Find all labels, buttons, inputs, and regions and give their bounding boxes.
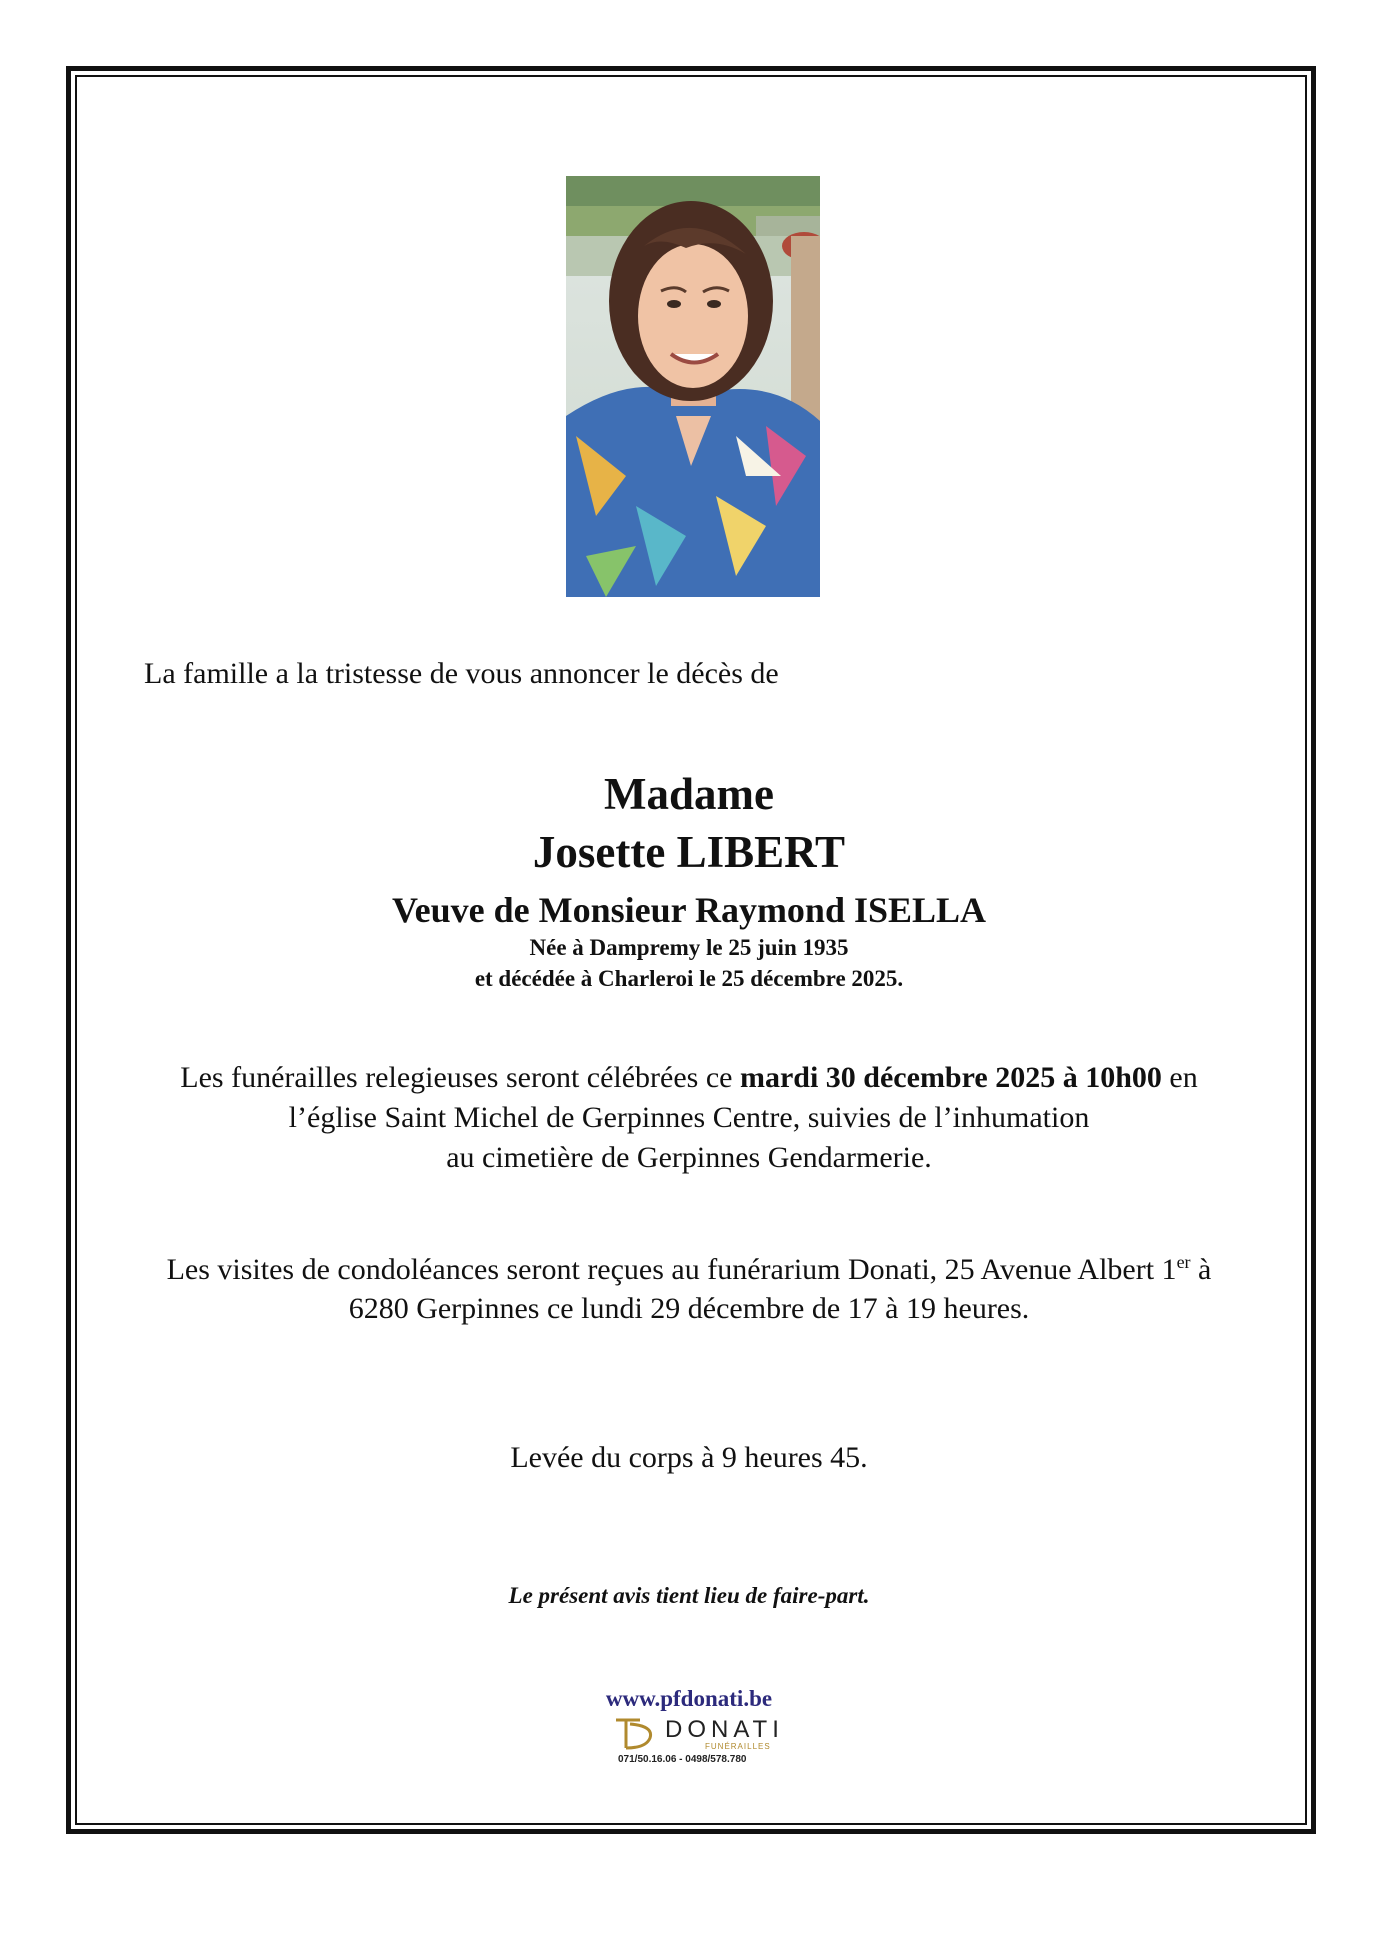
visits-line-1-post: à <box>1190 1253 1212 1286</box>
donati-logo-mark-icon <box>612 1716 660 1752</box>
death-info: et décédée à Charleroi le 25 décembre 2025. <box>474 966 904 991</box>
levee-text: Levée du corps à 9 heures 45. <box>510 1441 868 1474</box>
funeral-line-2: l’église Saint Michel de Gerpinnes Centre, suivies de l’inhumation <box>288 1101 1090 1134</box>
visits-line-2: 6280 Gerpinnes ce lundi 29 décembre de 17 à 19 heures. <box>348 1292 1030 1325</box>
portrait-photo <box>566 176 820 597</box>
birth-info: Née à Dampremy le 25 juin 1935 <box>529 935 849 960</box>
donati-logo <box>610 1716 784 1768</box>
funeral-line-3: au cimetière de Gerpinnes Gendarmerie. <box>446 1141 932 1174</box>
deceased-title: Madame <box>604 769 774 819</box>
visits-line-1-pre: Les visites de condoléances seront reçues au funérarium Donati, 25 Avenue Albert 1 <box>166 1253 1177 1286</box>
notice-text: Le présent avis tient lieu de faire-part. <box>508 1583 870 1608</box>
funeral-line-1 <box>0 1061 1378 1095</box>
visits-line-1-sup: er <box>1176 1252 1191 1272</box>
deceased-spouse: Veuve de Monsieur Raymond ISELLA <box>391 890 987 930</box>
logo-name: DONATI <box>665 1716 784 1743</box>
deceased-name: Josette LIBERT <box>532 827 846 877</box>
intro-text: La famille a la tristesse de vous annoncer le décès de <box>144 657 779 690</box>
funeral-line-1-post: en <box>1161 1061 1198 1094</box>
phone-numbers: 071/50.16.06 - 0498/578.780 <box>618 1754 747 1765</box>
funeral-line-1-pre: Les funérailles relegieuses seront célébrées ce <box>180 1061 740 1094</box>
website-link[interactable]: www.pfdonati.be <box>605 1686 773 1711</box>
logo-subtitle: FUNÉRAILLES <box>705 1742 771 1751</box>
visits-line-1 <box>0 1252 1378 1287</box>
funeral-date: mardi 30 décembre 2025 à 10h00 <box>739 1061 1162 1094</box>
